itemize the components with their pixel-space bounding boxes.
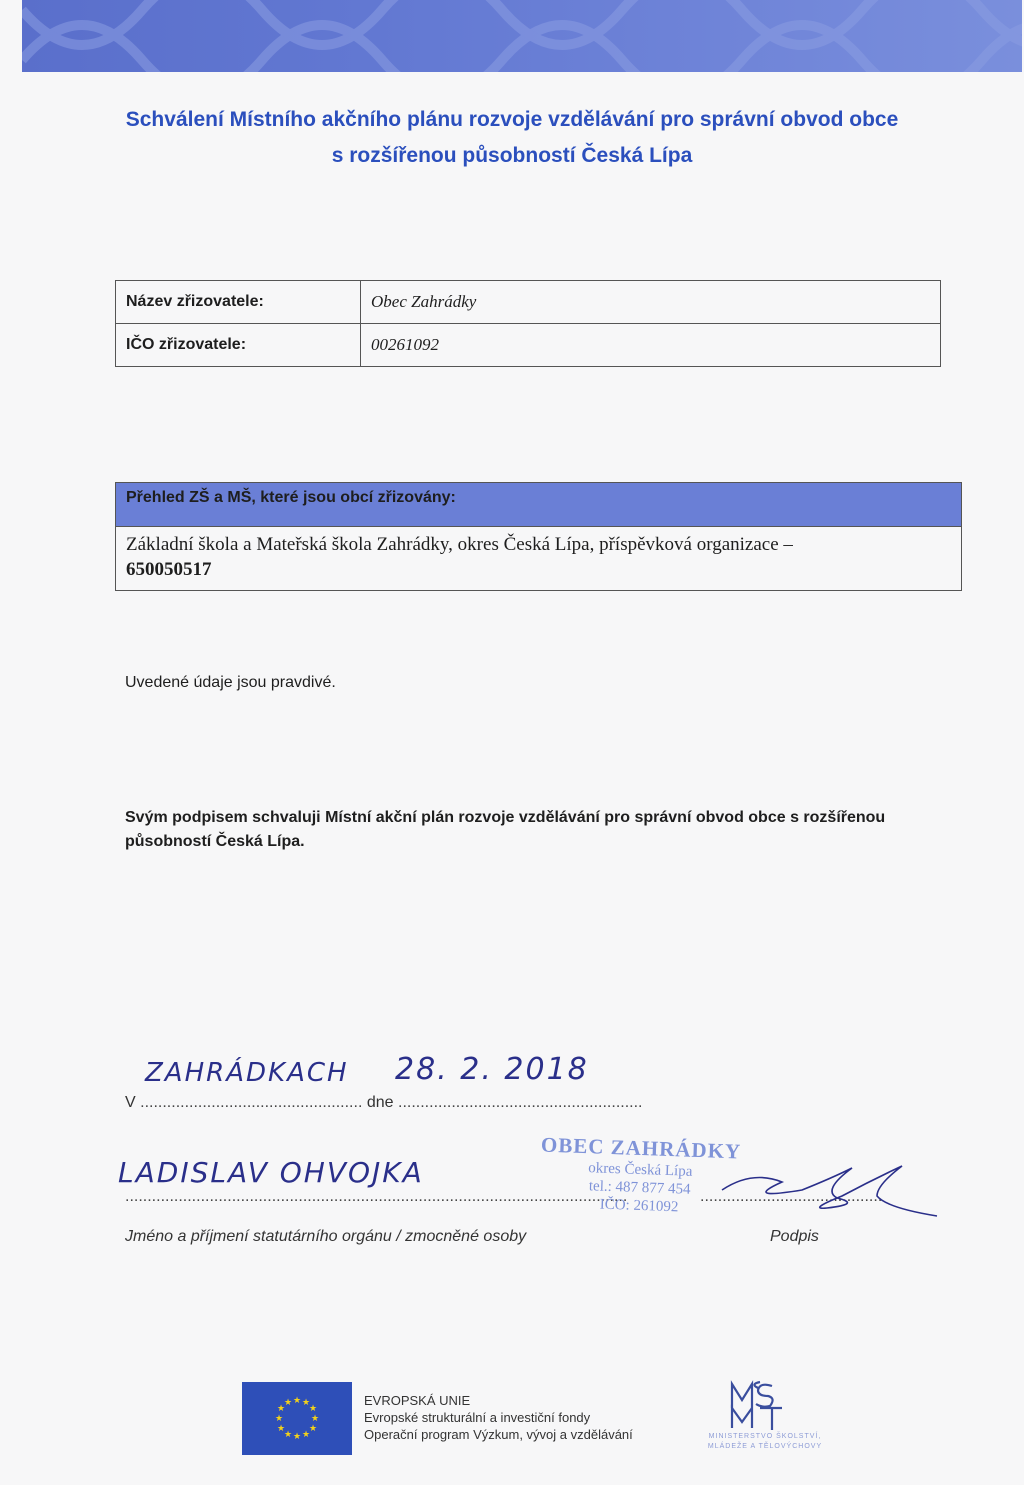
founder-name-label: Název zřizovatele:: [116, 281, 361, 324]
msmt-line-2: MLÁDEŽE A TĚLOVÝCHOVY: [707, 1443, 823, 1450]
stamp-line-3: tel.: 487 877 454: [588, 1178, 691, 1198]
place-dots: ..................................................: [140, 1094, 363, 1111]
place-date-line: [125, 1094, 643, 1112]
school-name: Základní škola a Mateřská škola Zahrádky, okres Česká Lípa, příspěvková organizace –: [126, 534, 793, 555]
svg-text:★: ★: [301, 1398, 311, 1408]
v-label: V: [125, 1094, 136, 1111]
svg-text:★: ★: [292, 1432, 302, 1442]
stamp-line-2: okres Česká Lípa: [588, 1160, 693, 1180]
truth-statement: Uvedené údaje jsou pravdivé.: [125, 674, 336, 691]
founder-table: [115, 280, 941, 367]
eu-line-3: Operační program Výzkum, vývoj a vzdělávání: [364, 1427, 633, 1442]
date-dots: .......................................................: [398, 1094, 643, 1111]
msmt-text: [690, 1432, 840, 1452]
table-row: [116, 324, 941, 367]
signature-scribble: [712, 1160, 942, 1220]
svg-text:★: ★: [283, 1430, 293, 1440]
eu-flag-icon: [242, 1382, 352, 1455]
header-banner: [22, 0, 1022, 72]
schools-table: [115, 482, 962, 591]
name-caption: Jméno a příjmení statutárního orgánu / zmocněné osoby: [125, 1228, 527, 1245]
handwritten-date: 28. 2. 2018: [395, 1052, 589, 1087]
dne-label: dne: [366, 1094, 394, 1111]
svg-text:★: ★: [274, 1414, 284, 1424]
title-line-2: s rozšířenou působností Česká Lípa: [331, 144, 693, 167]
document-title: [0, 102, 1024, 174]
signature-caption: Podpis: [770, 1228, 819, 1245]
banner-pattern: [22, 0, 1022, 72]
founder-name-value: Obec Zahrádky: [361, 281, 941, 324]
eu-line-2: Evropské strukturální a investiční fondy: [364, 1410, 591, 1425]
table-row: [116, 281, 941, 324]
svg-text:★: ★: [310, 1414, 320, 1424]
founder-ico-value: 00261092: [361, 324, 941, 367]
svg-text:★: ★: [301, 1430, 311, 1440]
approval-statement: Svým podpisem schvaluji Místní akční plán rozvoje vzdělávání pro správní obvod obce s rozšířenou působností Česká Lípa.: [125, 809, 886, 850]
handwritten-place: ZAHRÁDKACH: [145, 1058, 349, 1088]
svg-text:★: ★: [308, 1424, 318, 1434]
handwritten-name: LADISLAV OHVOJKA: [118, 1156, 424, 1189]
schools-body: [116, 527, 961, 590]
founder-ico-label: IČO zřizovatele:: [116, 324, 361, 367]
svg-text:★: ★: [308, 1404, 318, 1414]
svg-text:★: ★: [276, 1424, 286, 1434]
name-dots: .................................................................................................................: [125, 1188, 628, 1205]
signature-dots: .........................................: [700, 1188, 883, 1205]
eu-text: [364, 1392, 633, 1443]
eu-stars-icon: [242, 1382, 352, 1455]
svg-text:★: ★: [292, 1396, 302, 1406]
svg-text:★: ★: [276, 1404, 286, 1414]
msmt-line-1: MINISTERSTVO ŠKOLSTVÍ,: [708, 1433, 822, 1440]
eu-line-1: EVROPSKÁ UNIE: [364, 1393, 471, 1408]
school-id: 650050517: [126, 559, 212, 580]
schools-header: Přehled ZŠ a MŠ, které jsou obcí zřizovány:: [116, 483, 961, 527]
stamp-line-1: OBEC ZAHRÁDKY: [540, 1132, 742, 1164]
svg-text:★: ★: [283, 1398, 293, 1408]
title-line-1: Schválení Místního akčního plánu rozvoje vzdělávání pro správní obvod obce: [125, 108, 899, 131]
stamp-line-4: IČO: 261092: [599, 1196, 679, 1216]
